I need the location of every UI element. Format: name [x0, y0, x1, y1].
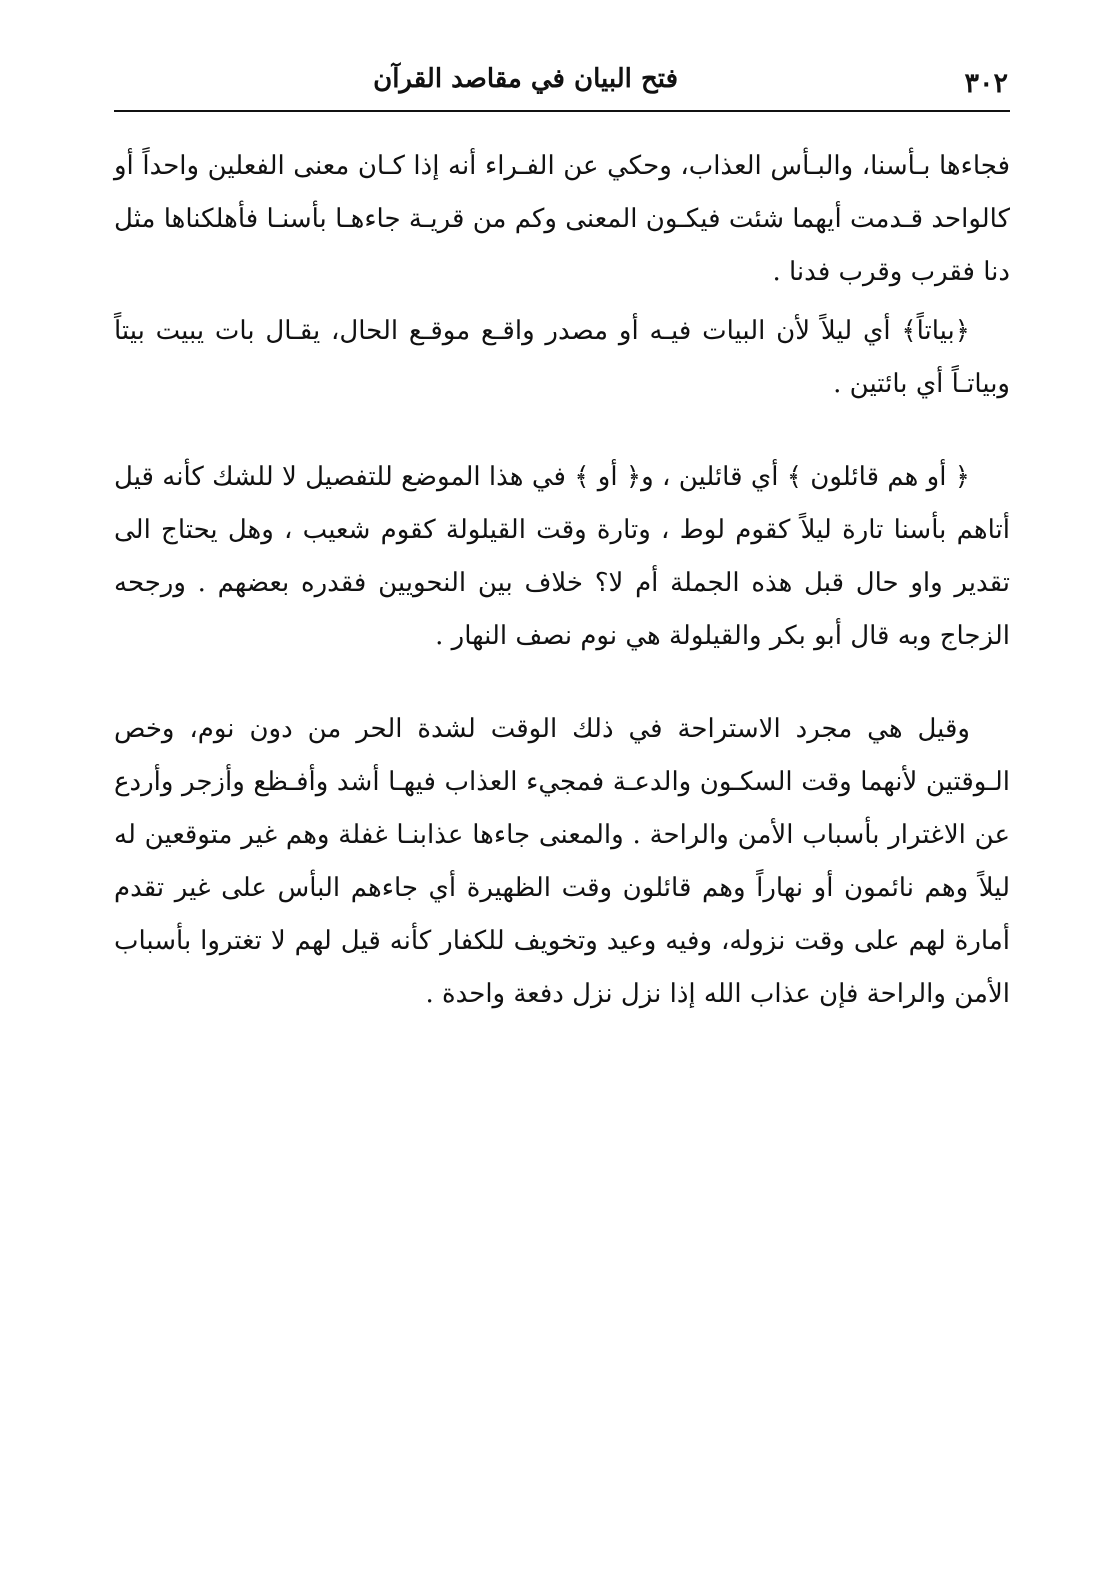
paragraph-2: ﴿بياتاً﴾ أي ليلاً لأن البيات فيـه أو مصدر واقـع موقـع الحال، يقـال بات يبيت بيتاً وبياتـاً أي بائتين .: [114, 316, 1010, 399]
paragraph-spacer: [114, 663, 1010, 703]
paragraph-4: وقيل هي مجرد الاستراحة في ذلك الوقت لشدة الحر من دون نوم، وخص الـوقتين لأنهما وقت السكـون والدعـة فمجيء العذاب فيهـا أشد وأفـظع وأزجر وأردع عن الاغترار بأسباب الأمن والراحة . والمعنى جاءها عذابنـا غفلة وهم غير متوقعين له ليلاً وهم نائمون أو نهاراً وهم قائلون وقت الظهيرة أي جاءهم البأس على غير تقدم أمارة لهم على وقت نزوله، وفيه وعيد وتخويف للكفار كأنه قيل لهم لا تغتروا بأسباب الأمن والراحة فإن عذاب الله إذا نزل نزل دفعة واحدة .: [114, 714, 1010, 1009]
page-number: ٣٠٢: [964, 68, 1008, 99]
paragraph-3: ﴿ أو هم قائلون ﴾ أي قائلين ، و﴿ أو ﴾ في هذا الموضع للتفصيل لا للشك كأنه قيل أتاهم بأسنا تارة ليلاً كقوم لوط ، وتارة وقت القيلولة كقوم شعيب ، وهل يحتاج الى تقدير واو حال قبل هذه الجملة أم لا؟ خلاف بين النحويين فقدره بعضهم . ورجحه الزجاج وبه قال أبو بكر والقيلولة هي نوم نصف النهار .: [114, 462, 1010, 651]
paragraph-1: فجاءها بـأسنا، والبـأس العذاب، وحكي عن الفـراء أنه إذا كـان معنى الفعلين واحداً أو كالواحد قـدمت أيهما شئت فيكـون المعنى وكم من قريـة جاءهـا بأسنـا فأهلكناها مثل دنا فقرب وقرب فدنا .: [114, 151, 1010, 287]
header-rule: [114, 110, 1010, 112]
running-title: فتح البيان في مقاصد القرآن: [373, 64, 678, 94]
paragraph-spacer: [114, 411, 1010, 451]
main-text: [114, 140, 1010, 1021]
page-header: [114, 60, 1008, 106]
